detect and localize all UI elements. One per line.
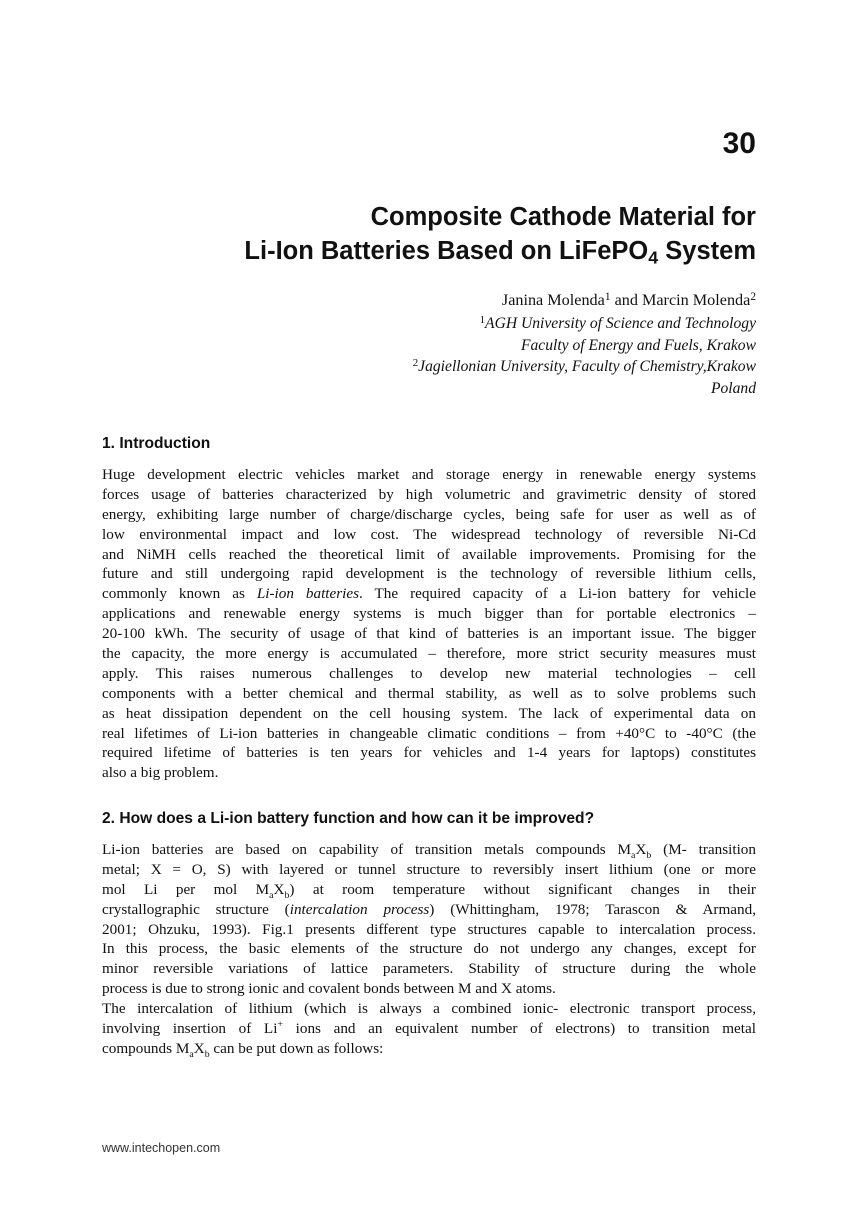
authors: Janina Molenda$^1$ and Marcin Molenda$^2$: [501, 290, 756, 309]
text-line: 2001; Ohzuku, 1993). Fig.1 presents different type structures capable to intercalation process.: [102, 920, 756, 938]
section-heading-li-ion-function: 2. How does a Li-ion battery function and how can it be improved?: [102, 810, 595, 827]
text-line: mol Li per mol $M_aX_b$) at room temperature without significant changes in their: [102, 880, 756, 901]
section-heading-introduction: 1. Introduction: [102, 435, 211, 452]
text-line: required lifetime of batteries is ten years for vehicles and 1-4 years for laptops) constitutes: [102, 744, 756, 762]
text-line: Huge development electric vehicles market and storage energy in renewable energy systems: [102, 466, 756, 483]
text-line: future and still undergoing rapid development is the technology of reversible lithium cells,: [102, 565, 756, 583]
text-line: components with a better chemical and thermal stability, as well as to solve problems such: [102, 684, 756, 702]
text-line: also a big problem.: [102, 764, 219, 782]
text-line: low environmental impact and low cost. The widespread technology of reversible Ni-Cd: [102, 525, 756, 543]
text-line: crystallographic structure (intercalation process) (Whittingham, 1978; Tarascon & Armand,: [102, 900, 757, 918]
affiliation-country: Poland: [710, 380, 756, 398]
text-line: the capacity, the more energy is accumulated – therefore, more strict security measures must: [102, 645, 756, 663]
text-line: Li-ion batteries are based on capability of transition metals compounds $M_aX_b$ (M- transition: [102, 841, 756, 862]
text-line: and NiMH cells reached the theoretical limit of available improvements. Promising for the: [102, 545, 756, 563]
author-2: Marcin Molenda: [641, 291, 751, 309]
section2-paragraph: [102, 840, 756, 1059]
affiliations: [102, 313, 756, 400]
text-line: 20-100 kWh. The security of usage of that kind of batteries is an important issue. The bigger: [102, 625, 756, 643]
text-line: process is due to strong ionic and covalent bonds between M and X atoms.: [102, 980, 556, 998]
title-line-2: Li-Ion Batteries Based on LiFePO$_4$ System: [244, 237, 756, 268]
text-line: The intercalation of lithium (which is always a combined ionic- electronic transport process,: [102, 1000, 756, 1018]
introduction-paragraph: [102, 465, 756, 783]
text-line: real lifetimes of Li-ion batteries in changeable climatic conditions – from +40°C to -40°C (the: [102, 724, 756, 742]
text-line: In this process, the basic elements of the structure do not undergo any changes, except for: [102, 940, 756, 958]
text-line: minor reversible variations of lattice parameters. Stability of structure during the whole: [102, 960, 756, 978]
affiliation-1-dept: Faculty of Energy and Fuels, Krakow: [520, 336, 756, 354]
footer-url[interactable]: www.intechopen.com: [102, 1141, 221, 1155]
text-line: forces usage of batteries characterized by high volumetric and gravimetric density of stored: [102, 485, 756, 503]
text-line: apply. This raises numerous challenges to develop new material technologies – cell: [102, 664, 756, 682]
text-line: energy, exhibiting large number of charge/discharge cycles, being safe for user as well as of: [102, 505, 756, 523]
text-line: as heat dissipation dependent on the cell housing system. The lack of experimental data on: [102, 704, 756, 722]
text-line: metal; X = O, S) with layered or tunnel structure to reversibly insert lithium (one or more: [102, 860, 756, 878]
chapter-title: [102, 200, 756, 268]
text-line: applications and renewable energy systems is much bigger than for portable electronics –: [102, 605, 756, 623]
text-line: involving insertion of Li+ ions and an equivalent number of electrons) to transition metal: [102, 1018, 756, 1038]
text-line: commonly known as Li-ion batteries. The required capacity of a Li-ion battery for vehicle: [102, 585, 756, 603]
page: [102, 0, 756, 1209]
title-line-1: Composite Cathode Material for: [370, 203, 756, 231]
affiliation-2: $^2$Jagiellonian University, Faculty of Chemistry,Krakow: [412, 357, 756, 376]
text-line: compounds $M_aX_b$ can be put down as follows:: [102, 1039, 384, 1060]
chapter-number: 30: [722, 127, 756, 160]
affiliation-1: $^1$AGH University of Science and Technology: [479, 314, 756, 332]
author-1: Janina Molenda: [501, 291, 605, 309]
